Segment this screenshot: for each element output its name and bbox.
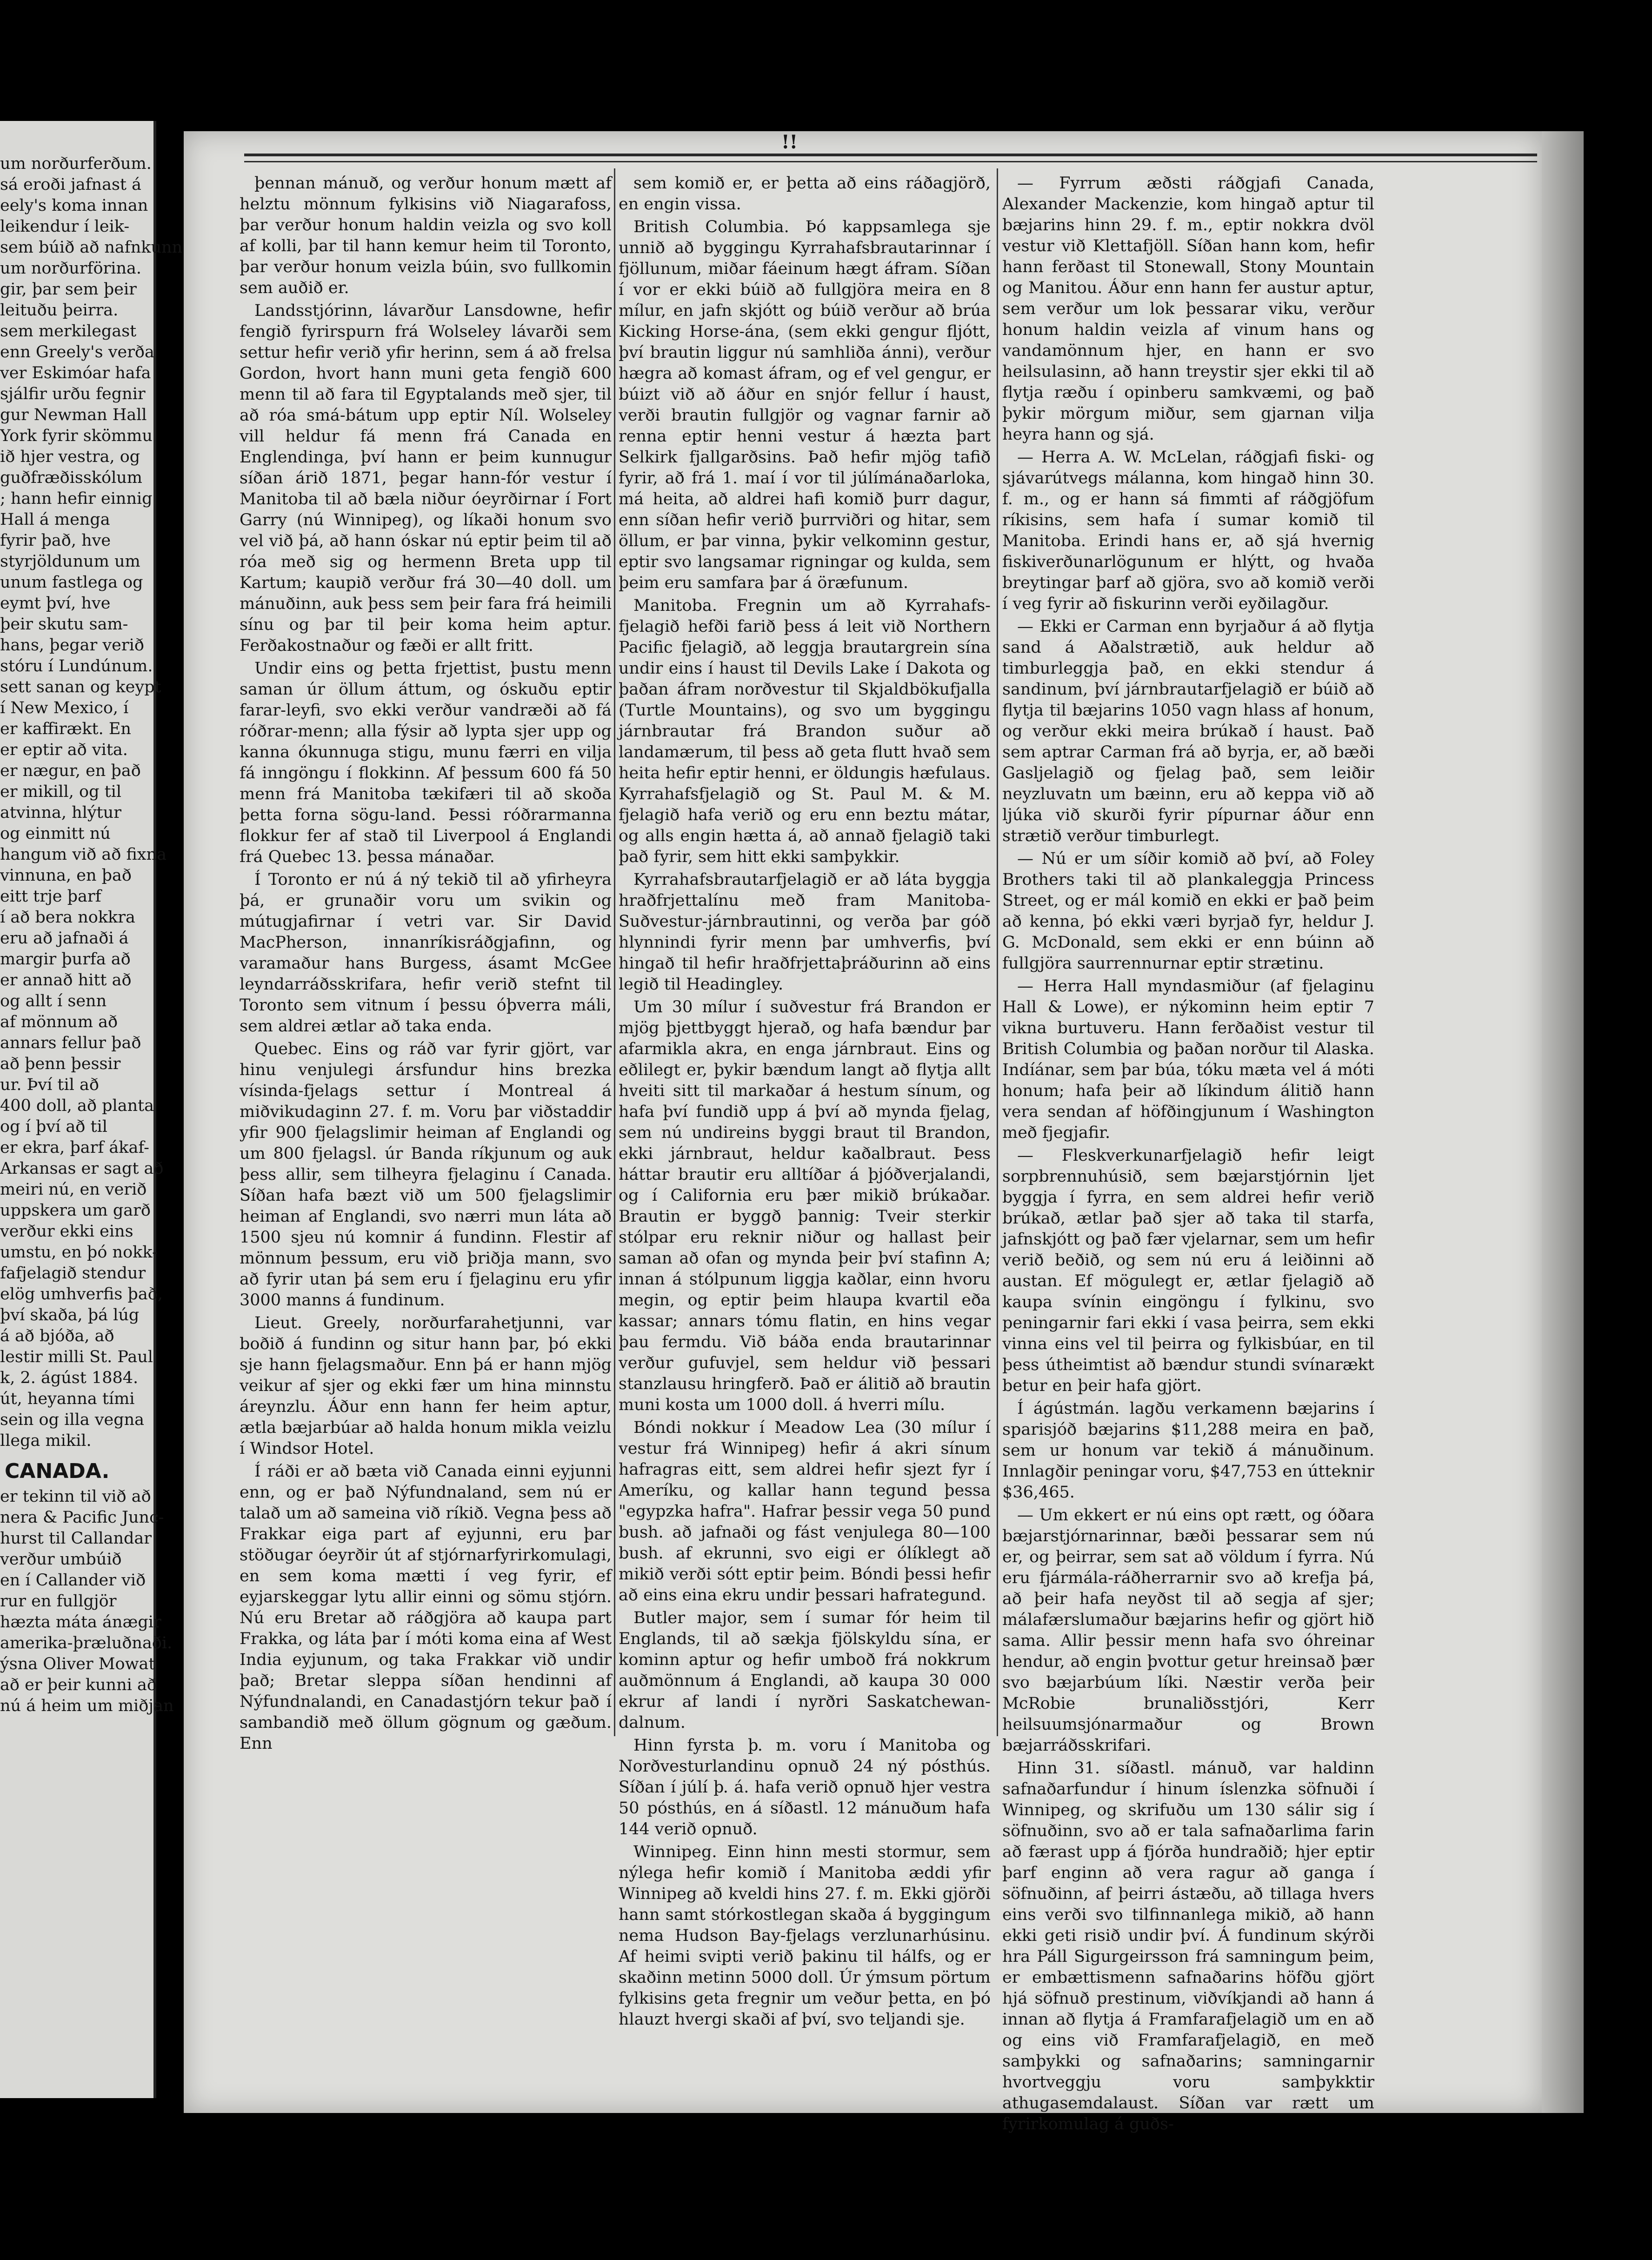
fragment-line: meiri nú, en verið xyxy=(0,1180,147,1199)
fragment-line: sett sanan og keypt xyxy=(0,678,161,696)
article-paragraph: — Um ekkert er nú eins opt rætt, og óðara bæjarstjórnarinnar, bæði þessarar sem nú er, og þeirrar, sem sat að völdum í fyrra. Nú eru fjármála-ráðherrarnir svo að krefja þá, að þeir hafa neyðst til að segja af sjer; málafærslumaður bæjarins hefir og gjört hið sama. Allir þessir menn hafa svo óhreinar hendur, að engin þvottur getur hreinsað þær svo bæjarbúum líki. Næstir verða þeir McRobie brunaliðsstjóri, Kerr heilsuumsjónarmaður og Brown bæjarráðsskrifari. xyxy=(1002,1506,1374,1755)
fragment-line: ur. Því til að xyxy=(0,1076,99,1094)
fragment-line: er tekinn til við að xyxy=(0,1487,151,1506)
header-rule-thin xyxy=(244,161,1537,162)
fragment-line: er eptir að vita. xyxy=(0,741,128,759)
fragment-line: en í Callander við xyxy=(0,1571,146,1590)
page-edge xyxy=(1542,131,1584,2113)
fragment-line: ið hjer vestra, og xyxy=(0,448,140,466)
column-3 xyxy=(1002,173,1374,2133)
fragment-line: ýsna Oliver Mowat xyxy=(0,1655,155,1673)
article-paragraph: Um 30 mílur í suðvestur frá Brandon er mjög þjettbyggt hjerað, og hafa bændur þar afarmikla akra, en enga járnbraut. Eins og eðlilegt er, þykir bændum langt að flytja allt hveiti sitt til markaðar á hestum sínum, og hafa því fundið upp á því að mynda fjelag, sem nú undireins byggi braut til Brandon, ekki járnbraut, heldur kaðalbraut. Þess háttar brautir eru alltíðar á þjóðverjalandi, og í California eru þær mikið brúkaðar. Brautin er byggð þannig: Tveir sterkir stólpar eru reknir niður og hallast þeir saman að ofan og mynda þeir því stafinn A; innan á stólpunum liggja kaðlar, einn hvoru megin, og eptir þeim hlaupa kvartil eða kassar; annars tómu flatin, en hins vegar þau fermdu. Við báða enda brautarinnar verður gufuvjel, sem heldur við þessari stanzlausu hringferð. Það er álitið að brautin muni kosta um 1000 doll. á hverri mílu. xyxy=(619,998,991,1414)
fragment-line: k, 2. ágúst 1884. xyxy=(0,1369,139,1387)
newspaper-page xyxy=(184,131,1542,2133)
fragment-line: eymt því, hve xyxy=(0,594,111,613)
header-rule xyxy=(244,154,1537,156)
fragment-line: hangum við að fixna xyxy=(0,845,167,864)
fragment-line: gir, þar sem þeir xyxy=(0,280,137,299)
article-paragraph: Winnipeg. Einn hinn mesti stormur, sem nýlega hefir komið í Manitoba æddi yfir Winnipeg að kveldi hins 27. f. m. Ekki gjörði hann samt stórkostlegan skaða á byggingum nema Hudson Bay-fjelags verzlunarhúsinu. Af heimi svipti verið þakinu til hálfs, og er skaðinn metinn 5000 doll. Úr ýmsum pörtum fylkisins geta fregnir um veður þetta, en þó hlauzt hvergi skaði af því, svo teljandi sje. xyxy=(619,1843,991,2029)
fragment-line: nú á heim um miðjan xyxy=(0,1697,174,1715)
article-paragraph: Bóndi nokkur í Meadow Lea (30 mílur í vestur frá Winnipeg) hefir á akri sínum hafragras eitt, sem aldrei hefir sjezt fyr í Ameríku, og kallar hann tegund þessa "egypzka hafra". Hafrar þessir vega 50 pund bush. að jafnaði og fást venjulega 80—100 bush. af ekrunni, svo eigi er ólíklegt að mikið verði sótt eptir þeim. Bóndi þessi hefir að eins eina ekru undir þessari hafrategund. xyxy=(619,1418,991,1605)
article-paragraph: Butler major, sem í sumar fór heim til Englands, til að sækja fjölskyldu sína, er kominn aptur og hefir umboð frá nokkrum auðmönnum á Englandi, að kaupa 30 000 ekrur af landi í nyrðri Saskatchewan-dalnum. xyxy=(619,1609,991,1732)
fragment-line: hurst til Callandar xyxy=(0,1529,152,1548)
fragment-line: sá eroði jafnast á xyxy=(0,175,141,194)
article-paragraph: — Fleskverkunarfjelagið hefir leigt sorpbrennuhúsið, sem bæjarstjórnin ljet byggja í fyrra, en sem aldrei hefir verið brúkað, ætlar það sjer að taka til starfa, jafnskjótt og það fær vjelarnar, sem um hefir verið beðið, og sem nú eru á leiðinni að austan. Ef mögulegt er, ætlar fjelagið að kaupa svínin eingöngu í fylkinu, svo peningarnir fari ekki í vasa þeirra, sem ekki vinna eins vel til þeirra og fylkisbúar, en til þess útheimtist að bændur stundi svínarækt betur en þeir hafa gjört. xyxy=(1002,1146,1374,1395)
fragment-line: að er þeir kunni að xyxy=(0,1676,157,1694)
fragment-line: þeir skutu sam- xyxy=(0,615,128,634)
fragment-line: ; hann hefir einnig xyxy=(0,489,153,508)
article-paragraph: — Herra Hall myndasmiður (af fjelaginu Hall & Lowe), er nýkominn heim eptir 7 vikna burtuveru. Hann ferðaðist vestur til British Columbia og þaðan norður til Alaska. Indíánar, sem þar búa, tóku mæta vel á móti honum; hafa þeir að líkindum álitið hann vera sendan af höfðingjunum í Washington með fjegjafir. xyxy=(1002,977,1374,1142)
fragment-line: eitt trje þarf xyxy=(0,887,101,906)
fragment-line: sem búið að nafnkunn xyxy=(0,238,183,257)
left-page-fragment xyxy=(0,121,183,2098)
fragment-line: leituðu þeirra. xyxy=(0,301,119,320)
fragment-line: styrjöldunum um xyxy=(0,552,140,571)
article-paragraph: Í ráði er að bæta við Canada einni eyjunni enn, og er það Nýfundnaland, sem nú er talað um að sameina við ríkið. Vegna þess að Frakkar eiga part af eyjunni, eru þar stöðugar óeyrðir út af stjórnarfyrirkomulagi, en sem koma mætti í veg fyrir, ef eyjarskeggar lytu allir einni og sömu stjórn. Nú eru Bretar að ráðgjöra að kaupa part Frakka, og láta þar í móti koma eina af West India eyjunum, og taka Frakkar við undir það; Bretar sleppa síðan hendinni af Nýfundnalandi, en Canadastjórn tekur það í sambandið með öllum gögnum og gæðum. Enn xyxy=(240,1462,612,1753)
page-number: !! xyxy=(781,131,798,153)
article-paragraph: Í ágústmán. lagðu verkamenn bæjarins í sparisjóð bæjarins $11,288 meira en það, sem ur honum var tekið á mánuðinum. Innlagðir peningar voru, $47,753 en útteknir $36,465. xyxy=(1002,1399,1374,1502)
column-divider-2 xyxy=(997,168,998,1736)
fragment-line: hans, þegar verið xyxy=(0,636,144,655)
fragment-line: fafjelagið stendur xyxy=(0,1264,146,1283)
article-paragraph: Kyrrahafsbrautarfjelagið er að láta byggja hraðfrjettalínu með fram Manitoba-Suðvestur-járnbrautinni, og verða þar góð hlynnindi fyrir menn þar umhverfis, því hingað til hefir hraðfrjettaþráðurinn að eins legið til Headingley. xyxy=(619,870,991,994)
fragment-line: elög umhverfis það, xyxy=(0,1285,163,1304)
fragment-line: nera & Pacific Junc- xyxy=(0,1508,164,1527)
fragment-line: enn Greely's verða xyxy=(0,343,154,361)
fragment-line: verður umbúið xyxy=(0,1550,122,1569)
fragment-line: gur Newman Hall xyxy=(0,406,147,424)
fragment-line: og allt í senn xyxy=(0,992,107,1010)
fragment-line: í New Mexico, í xyxy=(0,699,129,717)
article-paragraph: — Ekki er Carman enn byrjaður á að flytja sand á Aðalstrætið, auk heldur að timburleggja það, en ekki stendur á sandinum, því járnbrautarfjelagið er búið að flytja til bæjarins 1050 vagn hlass af honum, og verður ekki meira brúkað í haust. Það sem aptrar Carman frá að byrja, er, að bæði Gasljelagið og fjelag það, sem leiðir neyzluvatn um bæinn, eru að keppa við að ljúka við skurði fyrir pípurnar áður enn strætið verður timburlegt. xyxy=(1002,617,1374,845)
fragment-line: annars fellur það xyxy=(0,1034,141,1052)
fragment-line: um norðurförina. xyxy=(0,259,142,278)
fragment-line: út, heyanna tími xyxy=(0,1390,135,1408)
fragment-line: er kaffirækt. En xyxy=(0,720,131,738)
fragment-line: eely's koma innan xyxy=(0,196,148,215)
fragment-line: margir þurfa að xyxy=(0,950,131,969)
fragment-line: eru að jafnaði á xyxy=(0,929,129,948)
fragment-line: York fyrir skömmu xyxy=(0,427,153,445)
article-paragraph: — Herra A. W. McLelan, ráðgjafi fiski- og sjávarútvegs málanna, kom hingað hinn 30. f. m., og er hann sá fimmti af ráðgjöfum ríkisins, sem hafa í sumar komið til Manitoba. Erindi hans er, að sjá hvernig fiskiverðunarlögunum er hlýtt, og hvaða breytingar þarf að gjöra, svo að komið verði í veg fyrir að fiskurinn verði eyðilagður. xyxy=(1002,448,1374,613)
article-paragraph: Quebec. Eins og ráð var fyrir gjört, var hinu venjulegi ársfundur hins brezka vísinda-fjelags settur í Montreal á miðvikudaginn 27. f. m. Voru þar viðstaddir yfir 900 fjelagslimir heiman af Englandi og um 800 fjelagsl. úr Banda ríkjunum og auk þess allir, sem tilheyra fjelaginu í Canada. Síðan hafa bæzt við um 500 fjelagslimir heiman af Englandi, svo nærri mun láta að 1500 sjeu nú komnir á fundinn. Flestir af mönnum þessum, eru við þriðja mann, svo að fyrir utan þá sem eru í fjelaginu eru yfir 3000 manns á fundinum. xyxy=(240,1040,612,1310)
article-paragraph: Í Toronto er nú á ný tekið til að yfirheyra þá, er grunaðir voru um svikin og mútugjafirnar í vetri var. Sir David MacPherson, innanríkisráðgjafinn, og varamaður hans Burgess, ásamt McGee leyndarráðsskrifara, hefir verið stefnt til Toronto sem vitnum í þessu óþverra máli, sem aldrei ætlar að taka enda. xyxy=(240,870,612,1036)
article-paragraph: British Columbia. Þó kappsamlega sje unnið að byggingu Kyrrahafsbrautarinnar í fjöllunum, miðar fáeinum hægt áfram. Síðan í vor er ekki búið að fullgjöra meira en 8 mílur, en jafn skjótt og búið verður að brúa Kicking Horse-ána, (sem ekki gengur fljótt, því brautin liggur nú samhliða ánni), verður hægra að komast áfram, og ef vel gengur, er búizt við að áður en snjór fellur í haust, verði brautin fullgjör og vagnar farnir að renna eptir henni vestur á hæzta þart Selkirk fjallgarðsins. Það hefir mjög tafið fyrir, að frá 1. maí í vor til júlímánaðarloka, má heita, að aldrei hafi komið þurr dagur, enn síðan hefir verið þurrviðri og hitar, sem öllum, er þar vinna, þykir velkominn gestur, eptir svo langsamar rigningar og kulda, sem þeim eru samfara þar á öræfunum. xyxy=(619,218,991,592)
fragment-line: llega mikil. xyxy=(0,1431,92,1450)
fragment-line: sjálfir urðu fegnir xyxy=(0,385,146,403)
fragment-line: Arkansas er sagt að xyxy=(0,1159,164,1178)
fragment-line: og í því að til xyxy=(0,1117,107,1136)
fragment-line: Hall á menga xyxy=(0,510,110,529)
fragment-line: er annað hitt að xyxy=(0,971,132,990)
fragment-line: og einmitt nú xyxy=(0,824,111,843)
fragment-line: guðfræðisskólum xyxy=(0,468,142,487)
fragment-line: um norðurferðum. xyxy=(0,154,152,173)
fragment-line: sein og illa vegna xyxy=(0,1411,145,1429)
left-page-lines-top xyxy=(0,154,183,1451)
canada-heading: CANADA. xyxy=(5,1459,110,1483)
fragment-line: fyrir það, hve xyxy=(0,531,111,550)
fragment-line: er mikill, og til xyxy=(0,782,122,801)
fragment-line: af mönnum að xyxy=(0,1013,118,1031)
fragment-line: í að bera nokkra xyxy=(0,908,135,927)
article-paragraph: Landsstjórinn, lávarður Lansdowne, hefir fengið fyrirspurn frá Wolseley lávarði sem settur hefir verið yfir herinn, sem á að frelsa Gordon, hvort hann muni geta fengið 600 menn til að fara til Egyptalands með sjer, til að róa smá-bátum upp eptir Níl. Wolseley vill heldur fá menn frá Canada en Englendinga, því hann er þeim kunnugur síðan árið 1871, þegar hann-fór vestur í Manitoba til að bæla niður óeyrðirnar í Fort Garry (nú Winnipeg), og líkaði honum svo vel við þá, að hann óskar nú eptir þeim til að róa með sig og hermenn Breta upp til Kartum; kaupið verður frá 30—40 doll. um mánuðinn, auk þess sem þeir fara frá heimili sínu og þar til þeir koma heim aptur. Ferðakostnaður og fæði er allt fritt. xyxy=(240,301,612,655)
article-paragraph: Undir eins og þetta frjettist, þustu menn saman úr öllum áttum, og óskuðu eptir farar-leyfi, svo ekki verður vandræði að fá róðrar-menn; alla fýsir að lypta sjer upp og kanna ókunnuga stigu, munu færri en vilja fá inngöngu í flokkinn. Af þessum 600 fá 50 menn frá Manitoba tækifæri til að skoða þetta forna sögu-land. Þessi róðrarmanna flokkur fer af stað til Liverpool á Englandi frá Quebec 13. þessa mánaðar. xyxy=(240,659,612,866)
fragment-line: hæzta máta ánægir xyxy=(0,1613,161,1631)
fragment-line: á að bjóða, að xyxy=(0,1327,114,1345)
fragment-line: uppskera um garð xyxy=(0,1201,151,1220)
left-page-lines-bottom xyxy=(0,1486,174,1717)
fragment-line: lestir milli St. Paul xyxy=(0,1348,153,1366)
fragment-line: vinnuna, en það xyxy=(0,866,132,885)
fragment-line: er nægur, en það xyxy=(0,762,141,780)
column-2 xyxy=(619,173,991,2029)
article-paragraph: — Nú er um síðir komið að því, að Foley Brothers taki til að plankaleggja Princess Street, og er mál komið en ekki er það þeim að kenna, þó ekki væri byrjað fyr, heldur J. G. McDonald, sem ekki er enn búinn að fullgjöra saurrennurnar eptir strætinu. xyxy=(1002,849,1374,973)
fragment-line: því skaða, þá lúg xyxy=(0,1306,140,1324)
fragment-line: leikendur í leik- xyxy=(0,217,130,236)
article-paragraph: — Fyrrum æðsti ráðgjafi Canada, Alexander Mackenzie, kom hingað aptur til bæjarins hinn 29. f. m., eptir nokkra dvöl vestur við Klettafjöll. Síðan hann kom, hefir hann ferðast til Stonewall, Stony Mountain og Manitou. Áður enn hann fer austur aptur, sem verður um lok þessarar viku, verður honum haldin veizla af vinum hans og vandamönnum hjer, en hann er svo heilsulasinn, að hann treystir sjer ekki til að flytja ræðu í opinberu samkvæmi, og það þykir mörgum miður, sem gjarnan vilja heyra hann og sjá. xyxy=(1002,174,1374,444)
article-paragraph: sem komið er, er þetta að eins ráðagjörð, en engin vissa. xyxy=(619,174,991,214)
article-paragraph: Hinn fyrsta þ. m. voru í Manitoba og Norðvesturlandinu opnuð 24 ný pósthús. Síðan í júlí þ. á. hafa verið opnuð hjer vestra 50 pósthús, en á síðastl. 12 mánuðum hafa 144 verið opnuð. xyxy=(619,1736,991,1839)
fragment-line: 400 doll, að planta xyxy=(0,1097,154,1115)
fragment-line: unum fastlega og xyxy=(0,573,143,592)
fragment-line: verður ekki eins xyxy=(0,1222,133,1241)
article-paragraph: Manitoba. Fregnin um að Kyrrahafs-fjelagið hefði farið þess á leit við Northern Pacific fjelagið, að leggja brautargrein sína undir eins í haust til Devils Lake í Dakota og þaðan áfram norðvestur til Skjaldbökufjalla (Turtle Mountains), og svo um byggingu járnbrautar frá Brandon suður að landamærum, til þess að geta flutt hvað sem heita hefir eptir henni, er öldungis hæfulaus. Kyrrahafsfjelagið og St. Paul M. & M. fjelagið hafa verið og eru enn beztu mátar, og alls engin hætta á, að annað fjelagið taki það fyrir, sem hitt ekki samþykkir. xyxy=(619,596,991,866)
column-divider-1 xyxy=(614,168,615,1736)
fragment-line: rur en fullgjör xyxy=(0,1592,117,1611)
fragment-line: umstu, en þó nokk- xyxy=(0,1243,158,1262)
article-paragraph: Lieut. Greely, norðurfarahetjunni, var boðið á fundinn og situr hann þar, þó ekki sje hann fjelagsmaður. Enn þá er hann mjög veikur af sjer og ekki fær um hina minnstu áreynzlu. Áður enn hann fer heim aptur, ætla bæjarbúar að halda honum mikla veizlu í Windsor Hotel. xyxy=(240,1314,612,1458)
article-paragraph: þennan mánuð, og verður honum mætt af helztu mönnum fylkisins við Niagarafoss, þar verður honum haldin veizla og svo koll af kolli, þar til hann kemur heim til Toronto, þar verður honum veizla búin, svo fullkomin sem auðið er. xyxy=(240,174,612,297)
left-page-column xyxy=(0,154,183,2084)
fragment-line: atvinna, hlýtur xyxy=(0,803,121,822)
fragment-line: sem merkilegast xyxy=(0,322,137,341)
column-1 xyxy=(240,173,612,1753)
fragment-line: ver Eskimóar hafa xyxy=(0,364,151,382)
article-paragraph: Hinn 31. síðastl. mánuð, var haldinn safnaðarfundur í hinum íslenzka söfnuði í Winnipeg, og skrifuðu um 130 sálir sig í söfnuðinn, svo að er tala safnaðarlima farin að færast upp á fjórða hundraðið; hjer eptir þarf enginn að vera ragur að ganga í söfnuðinn, af þeirri ástæðu, að tillaga hvers eins verði svo tilfinnanlega mikið, að hann ekki geti risið undir því. Á fundinum skýrði hra Páll Sigurgeirsson frá samningum þeim, er embættismenn safnaðarins höfðu gjört hjá söfnuð prestinum, viðvíkjandi að hann á innan að flytja á Framfarafjelagið um en að og eins við Framfarafjelagið, en með samþykki og safnaðarins; samningarnir hvortveggju voru samþykktir athugasemdalaust. Síðan var rætt um fyrirkomulag á guðs- xyxy=(1002,1759,1374,2133)
fragment-line: stóru í Lundúnum. xyxy=(0,657,153,675)
fragment-line: amerika-þræluðnaði. xyxy=(0,1634,173,1652)
fragment-line: að þenn þessir xyxy=(0,1055,121,1073)
fragment-line: er ekra, þarf ákaf- xyxy=(0,1138,149,1157)
